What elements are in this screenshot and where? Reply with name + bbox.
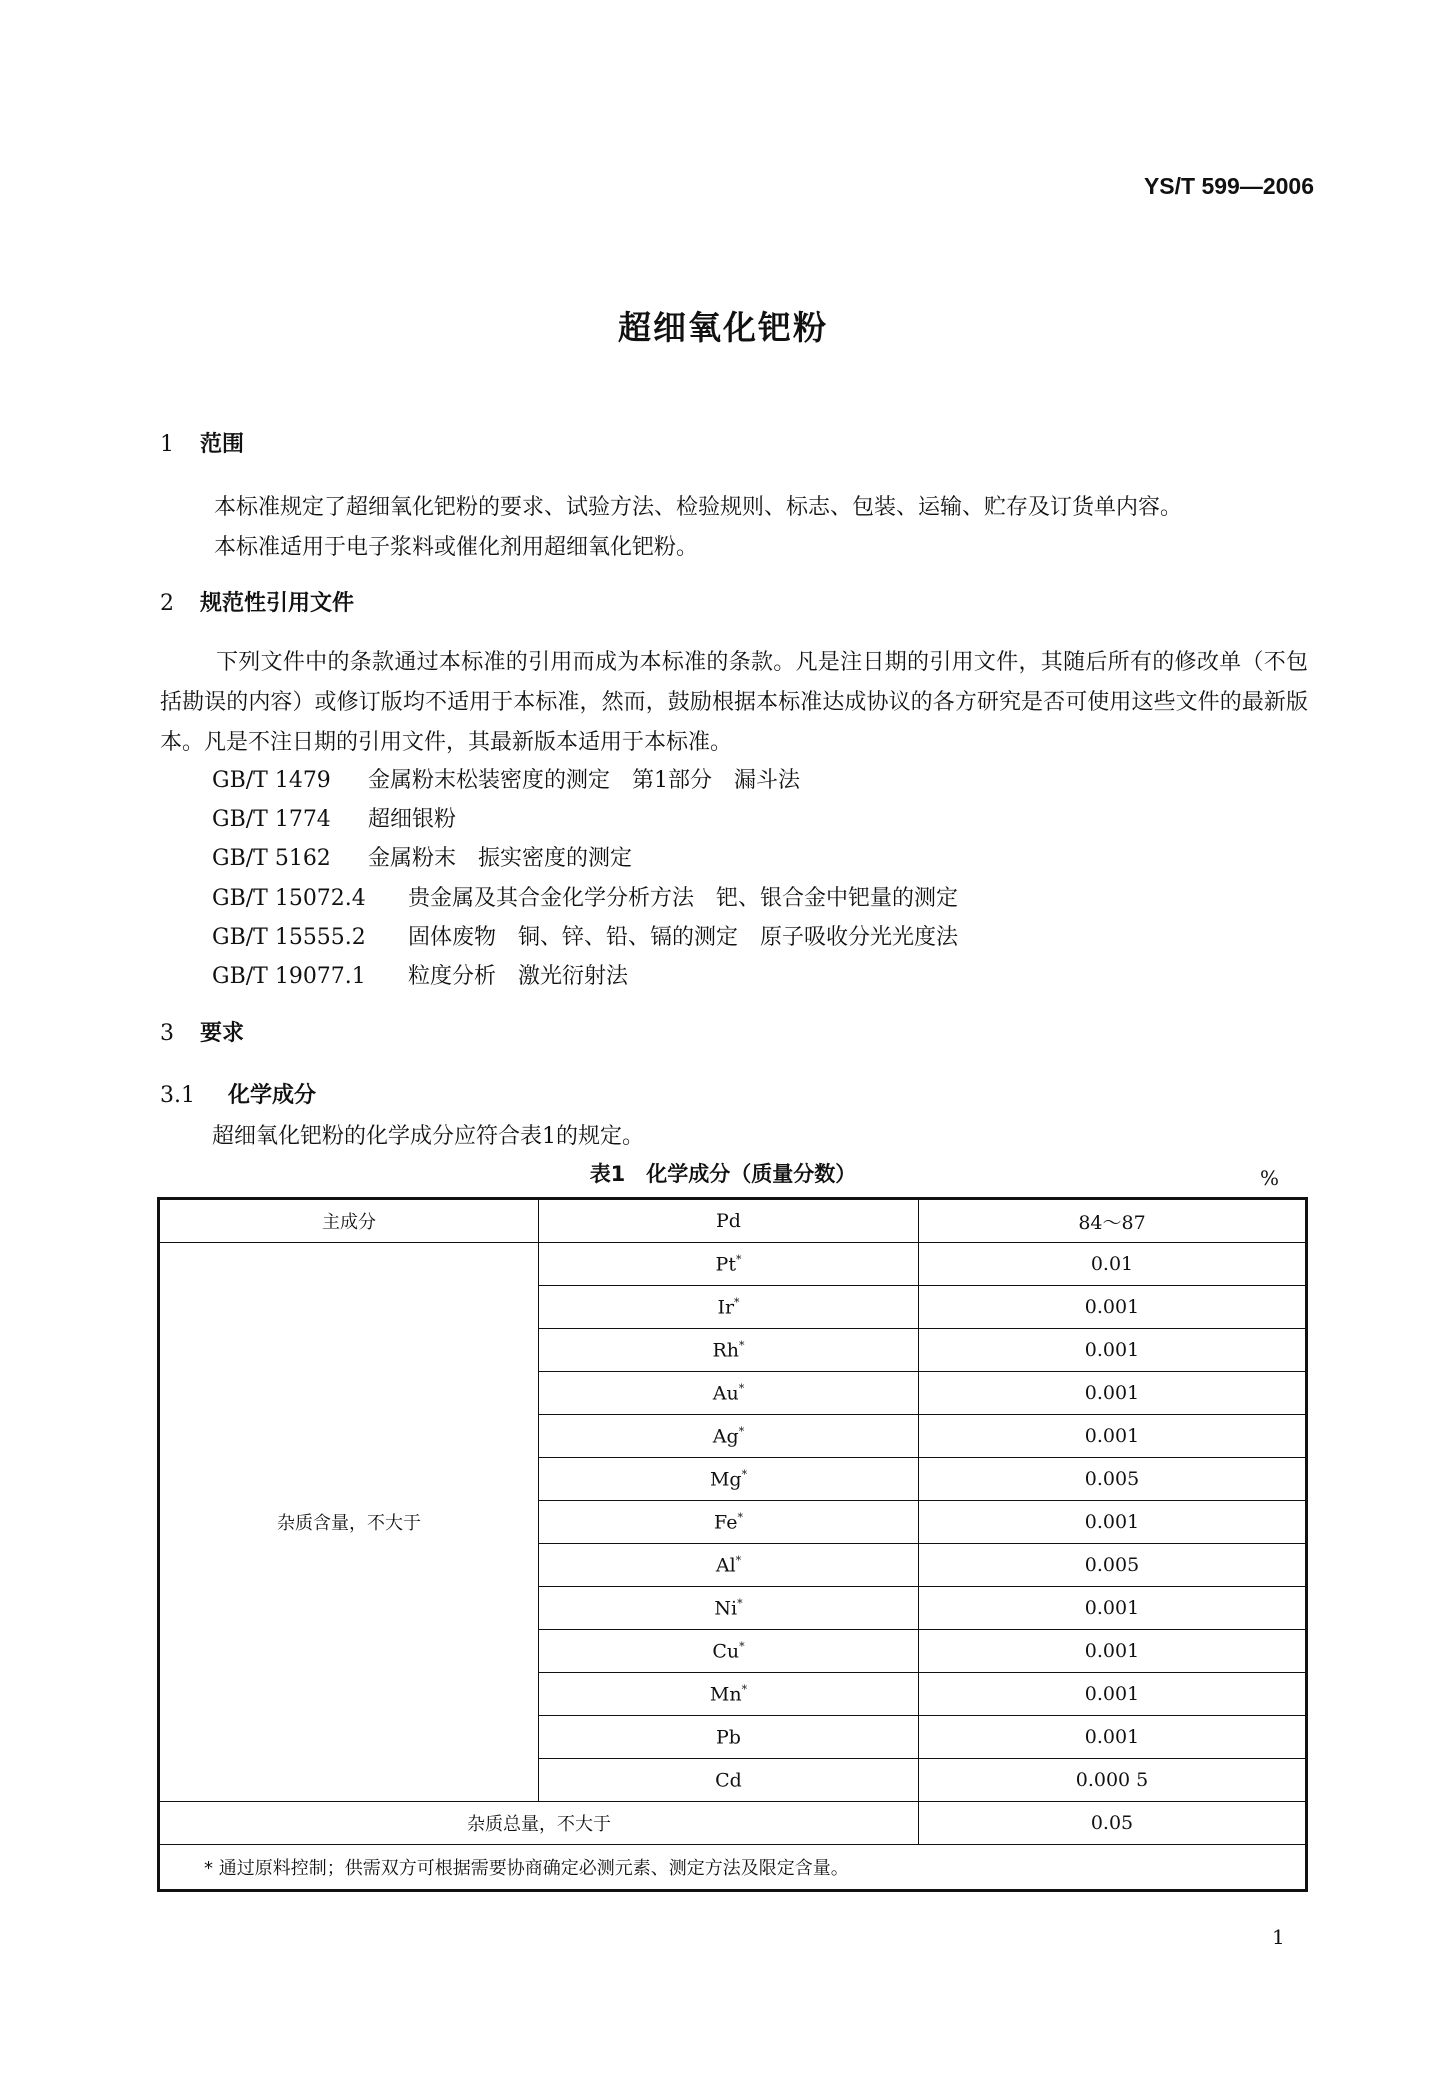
standard-number: YS/T 599—2006: [1143, 173, 1314, 199]
reference-code: GB/T 19077.1: [212, 964, 366, 989]
element-symbol: Ag: [712, 1425, 739, 1448]
element-cell: [539, 1716, 919, 1759]
element-symbol: Cd: [715, 1769, 742, 1792]
section-number: 2: [160, 591, 174, 616]
table-footnote: * 通过原料控制；供需双方可根据需要协商确定必测元素、测定方法及限定含量。: [159, 1845, 1307, 1891]
reference-code: GB/T 5162: [212, 846, 331, 871]
reference-code: GB/T 1479: [212, 768, 331, 793]
element-cell: [539, 1501, 919, 1544]
document-title: 超细氧化钯粉: [618, 308, 828, 347]
table-row-total: [159, 1802, 1307, 1845]
main-element: Pd: [539, 1199, 919, 1243]
reference-code: GB/T 15555.2: [212, 925, 366, 950]
table-footnote-row: [159, 1845, 1307, 1891]
section-number: 3: [160, 1021, 174, 1046]
element-cell: [539, 1458, 919, 1501]
value-cell: 0.001: [919, 1415, 1307, 1458]
element-symbol: Rh: [712, 1339, 740, 1362]
references-intro: 下列文件中的条款通过本标准的引用而成为本标准的条款。凡是注日期的引用文件，其随后所有的修改单（不包括勘误的内容）或修订版均不适用于本标准，然而，鼓励根据本标准达成协议的各方研究是否可使用这些文件的最新版本。凡是不注日期的引用文件，其最新版本适用于本标准。: [160, 650, 1308, 755]
main-component-label: 主成分: [159, 1199, 539, 1243]
reference-title: 固体废物 铜、锌、铅、镉的测定 原子吸收分光光度法: [408, 925, 959, 950]
reference-item: [212, 841, 632, 872]
element-symbol: Ni: [714, 1597, 738, 1620]
table-row: [159, 1243, 1307, 1286]
value-cell: 0.001: [919, 1501, 1307, 1544]
element-symbol: Pt: [715, 1253, 736, 1276]
footnote-mark: *: [739, 1639, 745, 1653]
footnote-mark: *: [739, 1338, 745, 1352]
value-cell: 0.01: [919, 1243, 1307, 1286]
value-cell: 0.005: [919, 1458, 1307, 1501]
value-cell: 0.000 5: [919, 1759, 1307, 1802]
element-symbol: Al: [715, 1554, 736, 1577]
section-title: 范围: [200, 432, 245, 457]
element-symbol: Mg: [709, 1468, 742, 1491]
footnote-mark: *: [737, 1596, 743, 1610]
paragraph: 超细氧化钯粉的化学成分应符合表1的规定。: [212, 1124, 644, 1149]
reference-item: [212, 920, 958, 951]
element-symbol: Mn: [709, 1683, 742, 1706]
value-cell: 0.001: [919, 1329, 1307, 1372]
chemical-composition-table: [157, 1197, 1308, 1892]
reference-title: 贵金属及其合金化学分析方法 钯、银合金中钯量的测定: [408, 886, 959, 911]
value-cell: 0.001: [919, 1673, 1307, 1716]
section-1-heading: [160, 427, 244, 458]
element-symbol: Cu: [712, 1640, 740, 1663]
reference-item: [212, 802, 456, 833]
footnote-mark: *: [738, 1381, 745, 1395]
section-title: 化学成分: [228, 1083, 317, 1108]
page-number: 1: [1272, 1925, 1285, 1949]
element-cell: [539, 1329, 919, 1372]
reference-item: [212, 881, 958, 912]
reference-title: 金属粉末松装密度的测定 第1部分 漏斗法: [368, 768, 800, 793]
total-impurity-value: 0.05: [919, 1802, 1307, 1845]
paragraph: 本标准规定了超细氧化钯粉的要求、试验方法、检验规则、标志、包装、运输、贮存及订货单内容。: [214, 495, 1183, 520]
reference-title: 粒度分析 激光衍射法: [408, 964, 629, 989]
reference-title: 超细银粉: [368, 807, 457, 832]
element-cell: [539, 1673, 919, 1716]
reference-item: [212, 763, 800, 794]
section-3-1-heading: [160, 1078, 316, 1109]
footnote-mark: *: [738, 1424, 745, 1438]
section-title: 规范性引用文件: [200, 591, 355, 616]
section-2-heading: [160, 586, 354, 617]
value-cell: 0.005: [919, 1544, 1307, 1587]
table-row: [159, 1199, 1307, 1243]
value-cell: 0.001: [919, 1630, 1307, 1673]
reference-code: GB/T 1774: [212, 807, 331, 832]
element-symbol: Pb: [716, 1726, 741, 1749]
element-cell: [539, 1415, 919, 1458]
footnote-mark: *: [735, 1553, 742, 1567]
total-impurity-label: 杂质总量，不大于: [159, 1802, 919, 1845]
main-value: 84～87: [919, 1199, 1307, 1243]
value-cell: 0.001: [919, 1716, 1307, 1759]
element-cell: [539, 1630, 919, 1673]
reference-item: [212, 959, 628, 990]
reference-title: 金属粉末 振实密度的测定: [368, 846, 633, 871]
section-title: 要求: [200, 1021, 245, 1046]
section-number: 3.1: [160, 1083, 195, 1108]
element-symbol: Au: [712, 1382, 739, 1405]
value-cell: 0.001: [919, 1587, 1307, 1630]
footnote-mark: *: [741, 1467, 748, 1481]
table-caption: 表1 化学成分（质量分数）: [589, 1162, 857, 1186]
value-cell: 0.001: [919, 1286, 1307, 1329]
value-cell: 0.001: [919, 1372, 1307, 1415]
section-number: 1: [160, 432, 174, 457]
element-cell: [539, 1759, 919, 1802]
footnote-mark: *: [741, 1682, 748, 1696]
element-cell: [539, 1372, 919, 1415]
reference-code: GB/T 15072.4: [212, 886, 366, 911]
footnote-mark: *: [737, 1510, 743, 1524]
impurity-label: 杂质含量，不大于: [159, 1243, 539, 1802]
element-symbol: Fe: [714, 1511, 738, 1534]
footnote-mark: *: [735, 1252, 742, 1266]
element-cell: [539, 1286, 919, 1329]
element-cell: [539, 1587, 919, 1630]
element-cell: [539, 1544, 919, 1587]
paragraph: 本标准适用于电子浆料或催化剂用超细氧化钯粉。: [214, 535, 699, 560]
table-unit: %: [1260, 1166, 1280, 1190]
element-symbol: Ir: [717, 1296, 735, 1319]
footnote-mark: *: [734, 1295, 740, 1309]
section-3-heading: [160, 1016, 244, 1047]
element-cell: [539, 1243, 919, 1286]
